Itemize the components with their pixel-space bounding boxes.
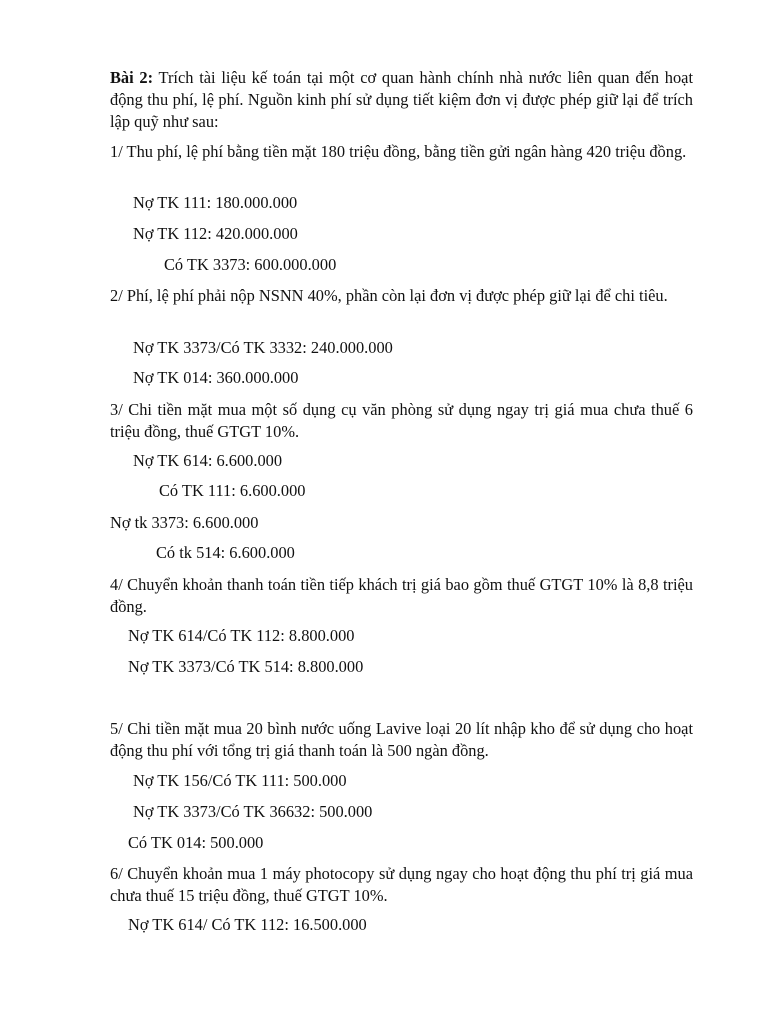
exercise-heading: Bài 2: bbox=[110, 68, 154, 87]
item-4-entry-1: Nợ TK 614/Có TK 112: 8.800.000 bbox=[128, 626, 355, 645]
item-5-description: 5/ Chi tiền mặt mua 20 bình nước uống Lavive loại 20 lít nhập kho để sử dụng cho hoạt động thu phí với tổng trị giá thanh toán là 500 ngàn đồng. bbox=[110, 719, 693, 760]
item-2-entry-1: Nợ TK 3373/Có TK 3332: 240.000.000 bbox=[133, 338, 393, 357]
item-3-entry-1: Nợ TK 614: 6.600.000 bbox=[133, 451, 283, 470]
item-4-description: 4/ Chuyển khoản thanh toán tiền tiếp khách trị giá bao gồm thuế GTGT 10% là 8,8 triệu đồng. bbox=[110, 575, 693, 616]
item-4-entry-2: Nợ TK 3373/Có TK 514: 8.800.000 bbox=[128, 657, 364, 676]
item-3-entry-2: Có TK 111: 6.600.000 bbox=[159, 481, 306, 500]
item-5-entry-1: Nợ TK 156/Có TK 111: 500.000 bbox=[133, 771, 347, 790]
item-2-description: 2/ Phí, lệ phí phải nộp NSNN 40%, phần còn lại đơn vị được phép giữ lại để chi tiêu. bbox=[110, 286, 668, 305]
item-3-description: 3/ Chi tiền mặt mua một số dụng cụ văn phòng sử dụng ngay trị giá mua chưa thuế 6 triệu đồng, thuế GTGT 10%. bbox=[110, 400, 693, 441]
item-5-entry-3: Có TK 014: 500.000 bbox=[128, 833, 264, 852]
item-3-entry-4: Có tk 514: 6.600.000 bbox=[156, 543, 295, 562]
item-2-entry-2: Nợ TK 014: 360.000.000 bbox=[133, 368, 299, 387]
item-1-entry-1: Nợ TK 111: 180.000.000 bbox=[133, 193, 298, 212]
item-5-entry-2: Nợ TK 3373/Có TK 36632: 500.000 bbox=[133, 802, 373, 821]
item-6-entry-1: Nợ TK 614/ Có TK 112: 16.500.000 bbox=[128, 915, 367, 934]
item-1-entry-2: Nợ TK 112: 420.000.000 bbox=[133, 224, 298, 243]
item-3-entry-3: Nợ tk 3373: 6.600.000 bbox=[110, 513, 259, 532]
item-1-description: 1/ Thu phí, lệ phí bằng tiền mặt 180 triệu đồng, bằng tiền gửi ngân hàng 420 triệu đồng. bbox=[110, 142, 687, 161]
intro-paragraph bbox=[110, 67, 693, 133]
item-6-description: 6/ Chuyển khoản mua 1 máy photocopy sử dụng ngay cho hoạt động thu phí trị giá mua chưa thuế 15 triệu đồng, thuế GTGT 10%. bbox=[110, 864, 693, 905]
item-1-entry-3: Có TK 3373: 600.000.000 bbox=[164, 255, 337, 274]
intro-text: Trích tài liệu kế toán tại một cơ quan hành chính nhà nước liên quan đến hoạt động thu phí, lệ phí. Nguồn kinh phí sử dụng tiết kiệm đơn vị được phép giữ lại để trích lập quỹ như sau: bbox=[110, 68, 694, 131]
